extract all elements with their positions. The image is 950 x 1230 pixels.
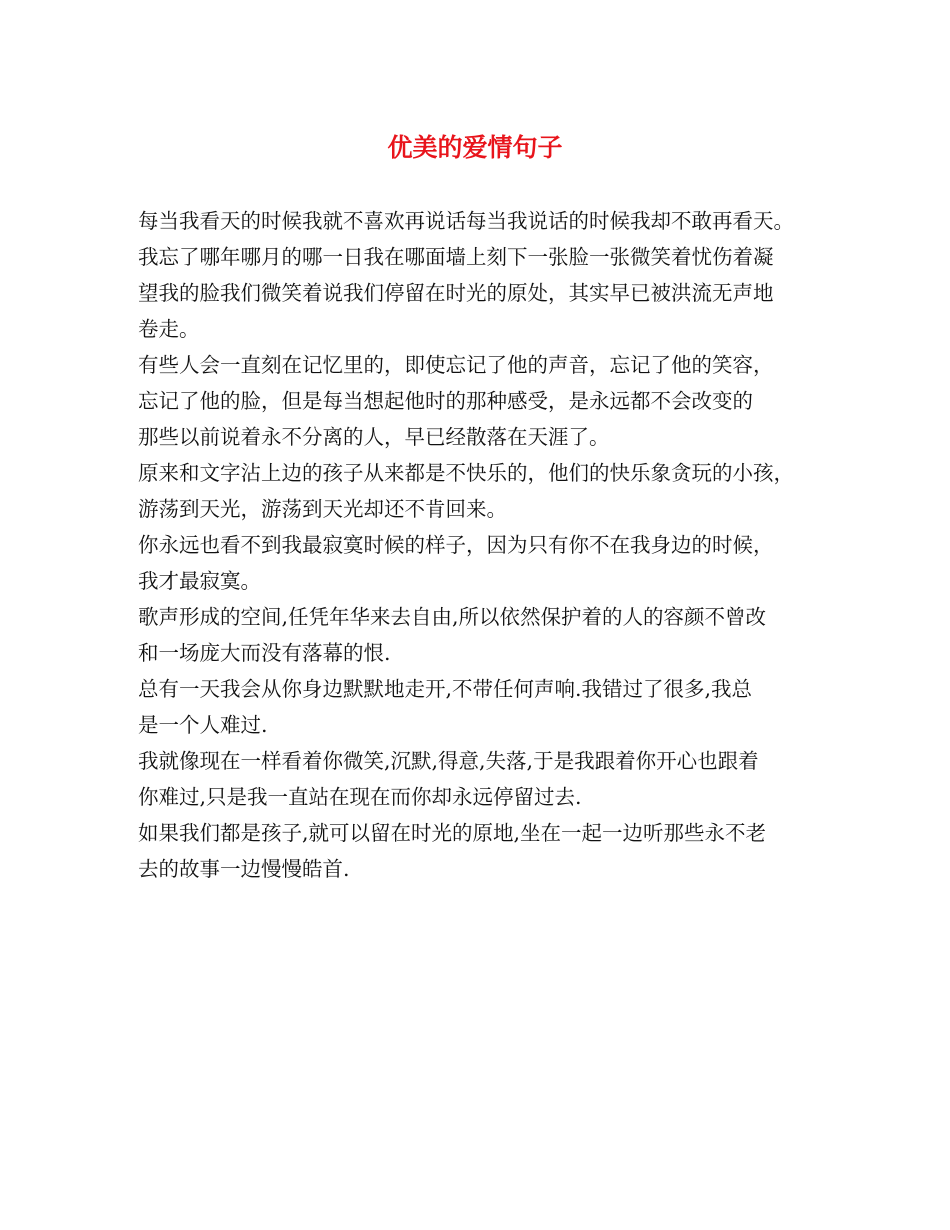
text-line: 去的故事一边慢慢皓首.: [138, 857, 350, 881]
text-line: 如果我们都是孩子,就可以留在时光的原地,坐在一起一边听那些永不老: [138, 821, 767, 845]
text-line: 忘记了他的脸，但是每当想起他时的那种感受，是永远都不会改变的: [138, 389, 753, 413]
text-line: 我忘了哪年哪月的哪一日我在哪面墙上刻下一张脸一张微笑着忧伤着凝: [138, 245, 774, 269]
text-line: 总有一天我会从你身边默默地走开,不带任何声响.我错过了很多,我总: [138, 677, 753, 701]
text-line: 是一个人难过.: [138, 713, 268, 737]
text-line: 你难过,只是我一直站在现在而你却永远停留过去.: [138, 785, 582, 809]
text-line: 我才最寂寞。: [138, 569, 261, 593]
text-line: 和一场庞大而没有落幕的恨.: [138, 641, 391, 665]
text-line: 我就像现在一样看着你微笑,沉默,得意,失落,于是我跟着你开心也跟着: [138, 749, 759, 773]
text-line: 卷走。: [138, 317, 200, 341]
text-line: 那些以前说着永不分离的人，早已经散落在天涯了。: [138, 425, 610, 449]
text-line: 游荡到天光，游荡到天光却还不肯回来。: [138, 497, 507, 521]
document-body: [138, 203, 828, 887]
text-line: 望我的脸我们微笑着说我们停留在时光的原处，其实早已被洪流无声地: [138, 281, 774, 305]
text-line: 原来和文字沾上边的孩子从来都是不快乐的，他们的快乐象贪玩的小孩，: [138, 461, 794, 485]
text-line: 每当我看天的时候我就不喜欢再说话每当我说话的时候我却不敢再看天。: [138, 209, 794, 233]
document-title: 优美的爱情句子: [387, 133, 563, 162]
text-line: 你永远也看不到我最寂寞时候的样子，因为只有你不在我身边的时候，: [138, 533, 774, 557]
text-line: 有些人会一直刻在记忆里的，即使忘记了他的声音，忘记了他的笑容，: [138, 353, 774, 377]
text-line: 歌声形成的空间,任凭年华来去自由,所以依然保护着的人的容颜不曾改: [138, 605, 767, 629]
